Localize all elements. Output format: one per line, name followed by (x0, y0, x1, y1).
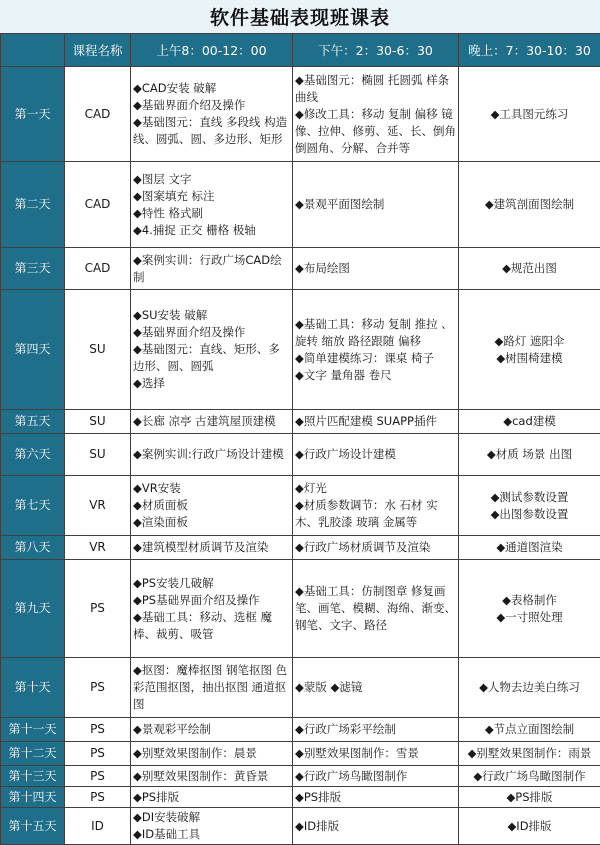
afternoon-cell (293, 658, 459, 718)
evening-cell (459, 67, 600, 162)
evening-cell (459, 560, 600, 658)
schedule-row (1, 434, 600, 476)
evening-item: ◆别墅效果图制作：雨景 (467, 746, 592, 760)
morning-cell (131, 718, 293, 742)
afternoon-cell (293, 248, 459, 290)
evening-item: ◆ID排版 (507, 818, 552, 833)
schedule-row (1, 766, 600, 787)
header-row (1, 34, 600, 67)
morning-item: ◆PS排版 (133, 789, 180, 804)
evening-item: ◆通道图渲染 (496, 540, 563, 554)
morning-cell (131, 434, 293, 476)
evening-item: ◆表格制作 (502, 592, 557, 607)
day-label: 第七天 (1, 476, 65, 536)
morning-item: ◆景观彩平绘制 (133, 722, 211, 736)
morning-item: ◆别墅效果图制作：晨景 (133, 746, 257, 760)
schedule-row (1, 162, 600, 248)
morning-cell (131, 808, 293, 845)
evening-item: ◆人物去边美白练习 (479, 680, 580, 694)
afternoon-item: ◆布局绘图 (295, 261, 350, 275)
course-name: PS (65, 742, 131, 766)
afternoon-item: ◆别墅效果图制作：雪景 (295, 746, 419, 760)
afternoon-cell (293, 434, 459, 476)
afternoon-item: ◆简单建模练习：课桌 椅子 (295, 350, 434, 365)
day-label: 第六天 (1, 434, 65, 476)
evening-item: ◆建筑剖面图绘制 (484, 197, 575, 211)
day-label: 第五天 (1, 410, 65, 434)
morning-item: ◆渲染面板 (133, 515, 188, 529)
course-name: PS (65, 560, 131, 658)
header-course: 课程名称 (65, 34, 131, 67)
evening-item: ◆树围椅建模 (496, 350, 563, 365)
header-morning: 上午8：00-12：00 (131, 34, 293, 67)
morning-item: ◆材质面板 (133, 498, 188, 512)
schedule-table (0, 33, 600, 845)
afternoon-cell (293, 787, 459, 808)
evening-cell (459, 434, 600, 476)
morning-item: ◆SU安装 破解 (133, 308, 208, 322)
day-label: 第十天 (1, 658, 65, 718)
course-name: SU (65, 434, 131, 476)
morning-item: ◆特性 格式刷 (133, 205, 203, 220)
morning-item: ◆别墅效果图制作：黄昏景 (133, 768, 269, 783)
morning-cell (131, 560, 293, 658)
afternoon-cell (293, 290, 459, 410)
morning-item: ◆PS安装几破解 (133, 575, 214, 590)
page-title: 软件基础表现班课表 (0, 0, 600, 33)
evening-cell (459, 290, 600, 410)
morning-cell (131, 248, 293, 290)
evening-item: ◆工具图元练习 (490, 106, 569, 121)
evening-item: ◆规范出图 (502, 261, 557, 275)
morning-item: ◆VR安装 (133, 481, 181, 495)
morning-item: ◆长廊 凉亭 古建筑屋顶建模 (133, 414, 276, 428)
schedule-body (1, 67, 600, 845)
schedule-row (1, 536, 600, 560)
evening-item: ◆路灯 遮阳伞 (494, 333, 565, 348)
course-name: CAD (65, 67, 131, 162)
morning-item: ◆4.捕捉 正交 栅格 极轴 (133, 222, 256, 237)
evening-cell (459, 742, 600, 766)
course-name: CAD (65, 162, 131, 248)
morning-item: ◆图层 文字 (133, 171, 192, 186)
morning-item: ◆PS基础界面介绍及操作 (133, 592, 260, 607)
schedule-row (1, 67, 600, 162)
evening-item: ◆一寸照处理 (496, 609, 563, 624)
header-day (1, 34, 65, 67)
evening-item: ◆节点立面图绘制 (484, 722, 575, 736)
day-label: 第三天 (1, 248, 65, 290)
course-name: SU (65, 410, 131, 434)
schedule-row (1, 290, 600, 410)
afternoon-cell (293, 536, 459, 560)
evening-item: ◆cad建模 (503, 414, 556, 428)
morning-item: ◆CAD安装 破解 (133, 81, 217, 95)
afternoon-cell (293, 560, 459, 658)
evening-cell (459, 248, 600, 290)
header-afternoon: 下午：2：30-6：30 (293, 34, 459, 67)
morning-item: ◆基础图元：直线、矩形、多边形、圆、圆弧 (133, 342, 280, 373)
schedule-row (1, 718, 600, 742)
day-label: 第八天 (1, 536, 65, 560)
schedule-row (1, 808, 600, 845)
evening-item: ◆材质 场景 出图 (486, 447, 573, 461)
afternoon-item: ◆灯光 (295, 481, 327, 495)
course-name: CAD (65, 248, 131, 290)
schedule-row (1, 658, 600, 718)
course-name: SU (65, 290, 131, 410)
morning-cell (131, 410, 293, 434)
afternoon-cell (293, 410, 459, 434)
evening-cell (459, 410, 600, 434)
morning-item: ◆选择 (133, 376, 165, 390)
morning-cell (131, 67, 293, 162)
morning-item: ◆案例实训：行政广场CAD绘制 (133, 252, 282, 284)
afternoon-item: ◆文字 量角器 卷尺 (295, 367, 392, 382)
schedule-row (1, 787, 600, 808)
morning-cell (131, 536, 293, 560)
afternoon-item: ◆ID排版 (295, 818, 340, 833)
morning-item: ◆ID基础工具 (133, 827, 201, 841)
afternoon-item: ◆蒙版 ◆滤镜 (295, 680, 363, 694)
evening-item: ◆出图参数设置 (490, 506, 569, 521)
day-label: 第四天 (1, 290, 65, 410)
afternoon-item: ◆景观平面图绘制 (295, 197, 385, 211)
afternoon-item: ◆行政广场设计建模 (295, 447, 396, 461)
afternoon-item: ◆PS排版 (295, 789, 342, 804)
morning-item: ◆基础工具：移动、选框 魔棒、裁剪、吸管 (133, 609, 272, 641)
afternoon-cell (293, 476, 459, 536)
day-label: 第一天 (1, 67, 65, 162)
day-label: 第十二天 (1, 742, 65, 766)
evening-item: ◆测试参数设置 (490, 489, 569, 504)
course-name: ID (65, 808, 131, 845)
afternoon-cell (293, 808, 459, 845)
day-label: 第十四天 (1, 787, 65, 808)
course-name: VR (65, 476, 131, 536)
afternoon-item: ◆修改工具：移动 复制 偏移 镜像、拉伸、修剪、延、长、倒角倒圆角、分解、合并等 (295, 106, 456, 155)
schedule-row (1, 410, 600, 434)
morning-cell (131, 658, 293, 718)
evening-item: ◆行政广场鸟瞰图制作 (473, 768, 586, 783)
afternoon-item: ◆照片匹配建模 SUAPP插件 (295, 414, 437, 428)
morning-cell (131, 290, 293, 410)
evening-cell (459, 162, 600, 248)
day-label: 第九天 (1, 560, 65, 658)
day-label: 第十一天 (1, 718, 65, 742)
afternoon-item: ◆基础工具：移动 复制 推拉 、旋转 缩放 路径跟随 偏移 (295, 316, 453, 348)
afternoon-cell (293, 718, 459, 742)
afternoon-item: ◆行政广场彩平绘制 (295, 722, 396, 736)
evening-item: ◆PS排版 (506, 789, 553, 804)
schedule-row (1, 476, 600, 536)
course-name: PS (65, 658, 131, 718)
evening-cell (459, 536, 600, 560)
morning-cell (131, 766, 293, 787)
schedule-row (1, 742, 600, 766)
morning-cell (131, 162, 293, 248)
evening-cell (459, 718, 600, 742)
morning-item: ◆图案填充 标注 (133, 188, 215, 203)
morning-cell (131, 742, 293, 766)
course-name: PS (65, 787, 131, 808)
morning-item: ◆基础图元：直线 多段线 构造线、圆弧、圆、多边形、矩形 (133, 115, 288, 146)
afternoon-item: ◆材质参数调节：水 石材 实木、乳胶漆 玻璃 金属等 (295, 498, 438, 529)
afternoon-cell (293, 766, 459, 787)
morning-item: ◆案例实训:行政广场设计建模 (133, 447, 284, 461)
afternoon-item: ◆基础工具：仿制图章 修复画笔、画笔、模糊、海绵、渐变、钢笔、文字、路径 (295, 584, 456, 632)
morning-item: ◆抠图：魔棒抠图 钢笔抠图 色彩范围抠图，抽出抠图 通道抠图 (133, 663, 288, 711)
evening-cell (459, 808, 600, 845)
morning-item: ◆DI安装破解 (133, 810, 201, 824)
afternoon-item: ◆行政广场材质调节及渲染 (295, 540, 431, 554)
schedule-row (1, 560, 600, 658)
afternoon-cell (293, 162, 459, 248)
evening-cell (459, 787, 600, 808)
day-label: 第十五天 (1, 808, 65, 845)
day-label: 第十三天 (1, 766, 65, 787)
schedule-row (1, 248, 600, 290)
evening-cell (459, 476, 600, 536)
afternoon-item: ◆行政广场鸟瞰图制作 (295, 768, 408, 783)
afternoon-item: ◆基础图元：椭圆 托圆弧 样条曲线 (295, 72, 450, 104)
morning-item: ◆基础界面介绍及操作 (133, 325, 246, 339)
course-name: VR (65, 536, 131, 560)
afternoon-cell (293, 67, 459, 162)
morning-cell (131, 787, 293, 808)
morning-item: ◆基础界面介绍及操作 (133, 98, 246, 112)
afternoon-cell (293, 742, 459, 766)
morning-cell (131, 476, 293, 536)
evening-cell (459, 766, 600, 787)
evening-cell (459, 658, 600, 718)
course-name: PS (65, 718, 131, 742)
course-name: PS (65, 766, 131, 787)
header-evening: 晚上：7：30-10：30 (459, 34, 600, 67)
day-label: 第二天 (1, 162, 65, 248)
morning-item: ◆建筑模型材质调节及渲染 (133, 540, 269, 554)
